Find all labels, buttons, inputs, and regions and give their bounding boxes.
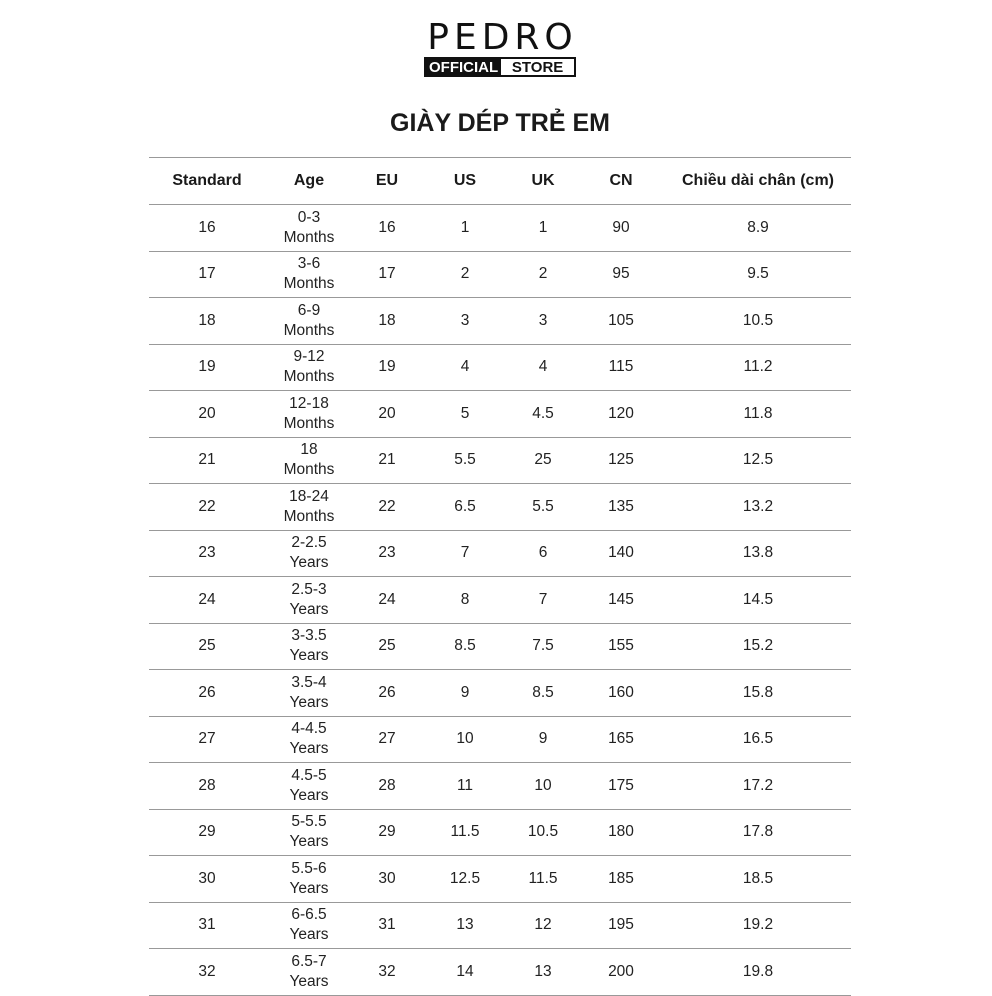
table-row [149,809,851,856]
age-unit: Years [289,647,329,665]
cell-cn: 195 [608,916,634,934]
cell-uk: 3 [538,311,548,329]
cell-eu: 17 [378,265,396,283]
table-row [149,437,851,484]
cell-eu: 29 [378,823,396,841]
cell-cn: 115 [608,358,634,376]
cell-foot-length: 15.8 [742,683,774,701]
cell-us: 11.5 [450,823,480,841]
age-unit: Months [283,275,335,293]
brand-badge-official: OFFICIAL [426,59,501,75]
brand-badge-store: STORE [501,59,574,75]
cell-uk: 7.5 [532,637,554,655]
cell-eu: 18 [378,311,396,329]
age-range: 18 [300,441,318,459]
cell-us: 14 [456,962,474,980]
age-range: 6.5-7 [291,952,327,970]
cell-uk: 12 [534,916,552,934]
cell-cn: 200 [608,962,634,980]
cell-us: 6.5 [454,497,476,515]
cell-us: 2 [460,265,470,283]
age-range: 6-6.5 [291,906,327,924]
cell-standard: 32 [198,962,216,980]
cell-us: 10 [456,730,474,748]
column-header-uk: UK [531,172,555,189]
cell-cn: 90 [612,218,630,236]
cell-eu: 21 [378,451,396,469]
cell-uk: 2 [538,265,548,283]
cell-us: 5 [460,404,470,422]
page-title: GIÀY DÉP TRẺ EM [390,109,610,137]
cell-age [265,344,353,391]
age-unit: Months [283,507,335,525]
age-range: 5.5-6 [291,859,327,877]
table-body [149,205,851,996]
age-unit: Years [289,879,329,897]
cell-foot-length: 19.2 [742,916,774,934]
cell-uk: 25 [534,451,552,469]
cell-standard: 25 [198,637,216,655]
age-unit: Years [289,833,329,851]
cell-foot-length: 12.5 [742,451,774,469]
cell-uk: 1 [538,218,548,236]
cell-uk: 6 [538,544,548,562]
age-unit: Months [283,321,335,339]
table-row [149,298,851,345]
cell-standard: 26 [198,683,216,701]
cell-standard: 20 [198,404,216,422]
table-row [149,577,851,624]
cell-us: 8 [460,590,470,608]
cell-us: 7 [460,544,470,562]
cell-cn: 120 [608,404,634,422]
cell-uk: 10 [534,776,552,794]
cell-foot-length: 8.9 [747,218,769,236]
cell-us: 4 [460,358,470,376]
cell-foot-length: 13.8 [742,544,774,562]
cell-eu: 16 [378,218,396,236]
cell-cn: 145 [608,590,634,608]
cell-age [265,763,353,810]
cell-uk: 4.5 [532,404,554,422]
cell-foot-length: 15.2 [742,637,774,655]
column-header-foot-length: Chiều dài chân (cm) [681,172,835,189]
cell-cn: 155 [608,637,634,655]
age-range: 2.5-3 [291,580,327,598]
table-row [149,670,851,717]
cell-standard: 30 [198,869,216,887]
cell-foot-length: 11.8 [743,404,773,422]
cell-uk: 8.5 [532,683,554,701]
column-header-standard: Standard [172,172,242,189]
cell-cn: 180 [608,823,634,841]
cell-cn: 140 [608,544,634,562]
cell-us: 5.5 [454,451,476,469]
table-row [149,205,851,252]
age-unit: Years [289,926,329,944]
cell-age [265,623,353,670]
cell-foot-length: 19.8 [742,962,774,980]
cell-eu: 25 [378,637,396,655]
cell-age [265,902,353,949]
brand-badge [424,57,576,77]
cell-eu: 30 [378,869,396,887]
age-unit: Years [289,740,329,758]
column-header-cn: CN [609,172,633,189]
cell-standard: 28 [198,776,216,794]
age-range: 3-6 [297,255,321,273]
cell-us: 13 [456,916,474,934]
cell-standard: 27 [198,730,216,748]
cell-uk: 9 [538,730,548,748]
cell-eu: 26 [378,683,396,701]
cell-uk: 11.5 [528,869,558,887]
cell-standard: 23 [198,544,216,562]
age-unit: Years [289,786,329,804]
age-unit: Years [289,554,329,572]
cell-foot-length: 17.2 [742,776,774,794]
cell-eu: 24 [378,590,396,608]
cell-standard: 16 [198,218,216,236]
cell-standard: 21 [198,451,216,469]
cell-cn: 105 [608,311,634,329]
cell-eu: 27 [378,730,396,748]
cell-uk: 4 [538,358,548,376]
cell-standard: 29 [198,823,216,841]
table-row [149,344,851,391]
table-row [149,763,851,810]
cell-standard: 19 [198,358,216,376]
cell-foot-length: 16.5 [742,730,774,748]
age-unit: Years [289,693,329,711]
cell-cn: 185 [608,869,634,887]
cell-age [265,391,353,438]
cell-eu: 31 [378,916,396,934]
cell-us: 9 [460,683,470,701]
table-row [149,391,851,438]
age-range: 3-3.5 [291,627,327,645]
cell-age [265,949,353,996]
cell-age [265,298,353,345]
cell-foot-length: 14.5 [742,590,774,608]
age-range: 18-24 [289,487,329,505]
cell-standard: 17 [198,265,216,283]
cell-us: 3 [460,311,470,329]
age-range: 3.5-4 [291,673,327,691]
cell-age [265,809,353,856]
column-header-age: Age [293,172,325,189]
age-range: 9-12 [293,348,325,366]
cell-age [265,530,353,577]
age-unit: Months [283,461,335,479]
cell-uk: 7 [538,590,548,608]
cell-eu: 22 [378,497,396,515]
age-unit: Months [283,368,335,386]
cell-age [265,856,353,903]
age-unit: Years [289,600,329,618]
cell-uk: 10.5 [527,823,559,841]
cell-age [265,251,353,298]
cell-eu: 32 [378,962,396,980]
cell-age [265,205,353,252]
table-row [149,251,851,298]
cell-cn: 165 [608,730,634,748]
cell-age [265,484,353,531]
cell-us: 8.5 [454,637,476,655]
cell-foot-length: 17.8 [742,823,774,841]
age-unit: Years [289,972,329,990]
cell-eu: 20 [378,404,396,422]
cell-foot-length: 13.2 [742,497,774,515]
age-range: 12-18 [289,394,329,412]
table-row [149,530,851,577]
cell-eu: 28 [378,776,396,794]
cell-standard: 24 [198,590,216,608]
age-range: 2-2.5 [291,534,327,552]
age-range: 0-3 [297,208,321,226]
age-range: 6-9 [297,301,321,319]
age-unit: Months [283,414,335,432]
cell-us: 1 [460,218,470,236]
column-header-eu: EU [375,172,399,189]
table-row [149,623,851,670]
brand-wordmark: PEDRO [427,17,578,58]
cell-eu: 19 [378,358,396,376]
table-row [149,902,851,949]
cell-cn: 135 [608,497,634,515]
cell-standard: 31 [198,916,216,934]
table-row [149,856,851,903]
size-chart-table [149,157,851,996]
cell-cn: 125 [608,451,634,469]
cell-standard: 18 [198,311,216,329]
cell-foot-length: 9.5 [747,265,769,283]
cell-age [265,670,353,717]
cell-cn: 95 [612,265,630,283]
cell-uk: 13 [534,962,552,980]
age-unit: Months [283,228,335,246]
cell-cn: 175 [608,776,634,794]
table-row [149,949,851,996]
age-range: 4-4.5 [291,720,327,738]
table-row [149,716,851,763]
column-header-us: US [453,172,477,189]
cell-foot-length: 10.5 [742,311,774,329]
table-row [149,484,851,531]
cell-us: 11 [456,776,474,794]
cell-uk: 5.5 [532,497,554,515]
cell-eu: 23 [378,544,396,562]
cell-us: 12.5 [449,869,481,887]
age-range: 5-5.5 [291,813,327,831]
cell-age [265,716,353,763]
cell-standard: 22 [198,497,216,515]
cell-age [265,437,353,484]
table-header-row [149,158,851,205]
cell-cn: 160 [608,683,634,701]
cell-age [265,577,353,624]
age-range: 4.5-5 [291,766,327,784]
cell-foot-length: 18.5 [742,869,774,887]
brand-logo [0,17,992,77]
cell-foot-length: 11.2 [743,358,773,376]
